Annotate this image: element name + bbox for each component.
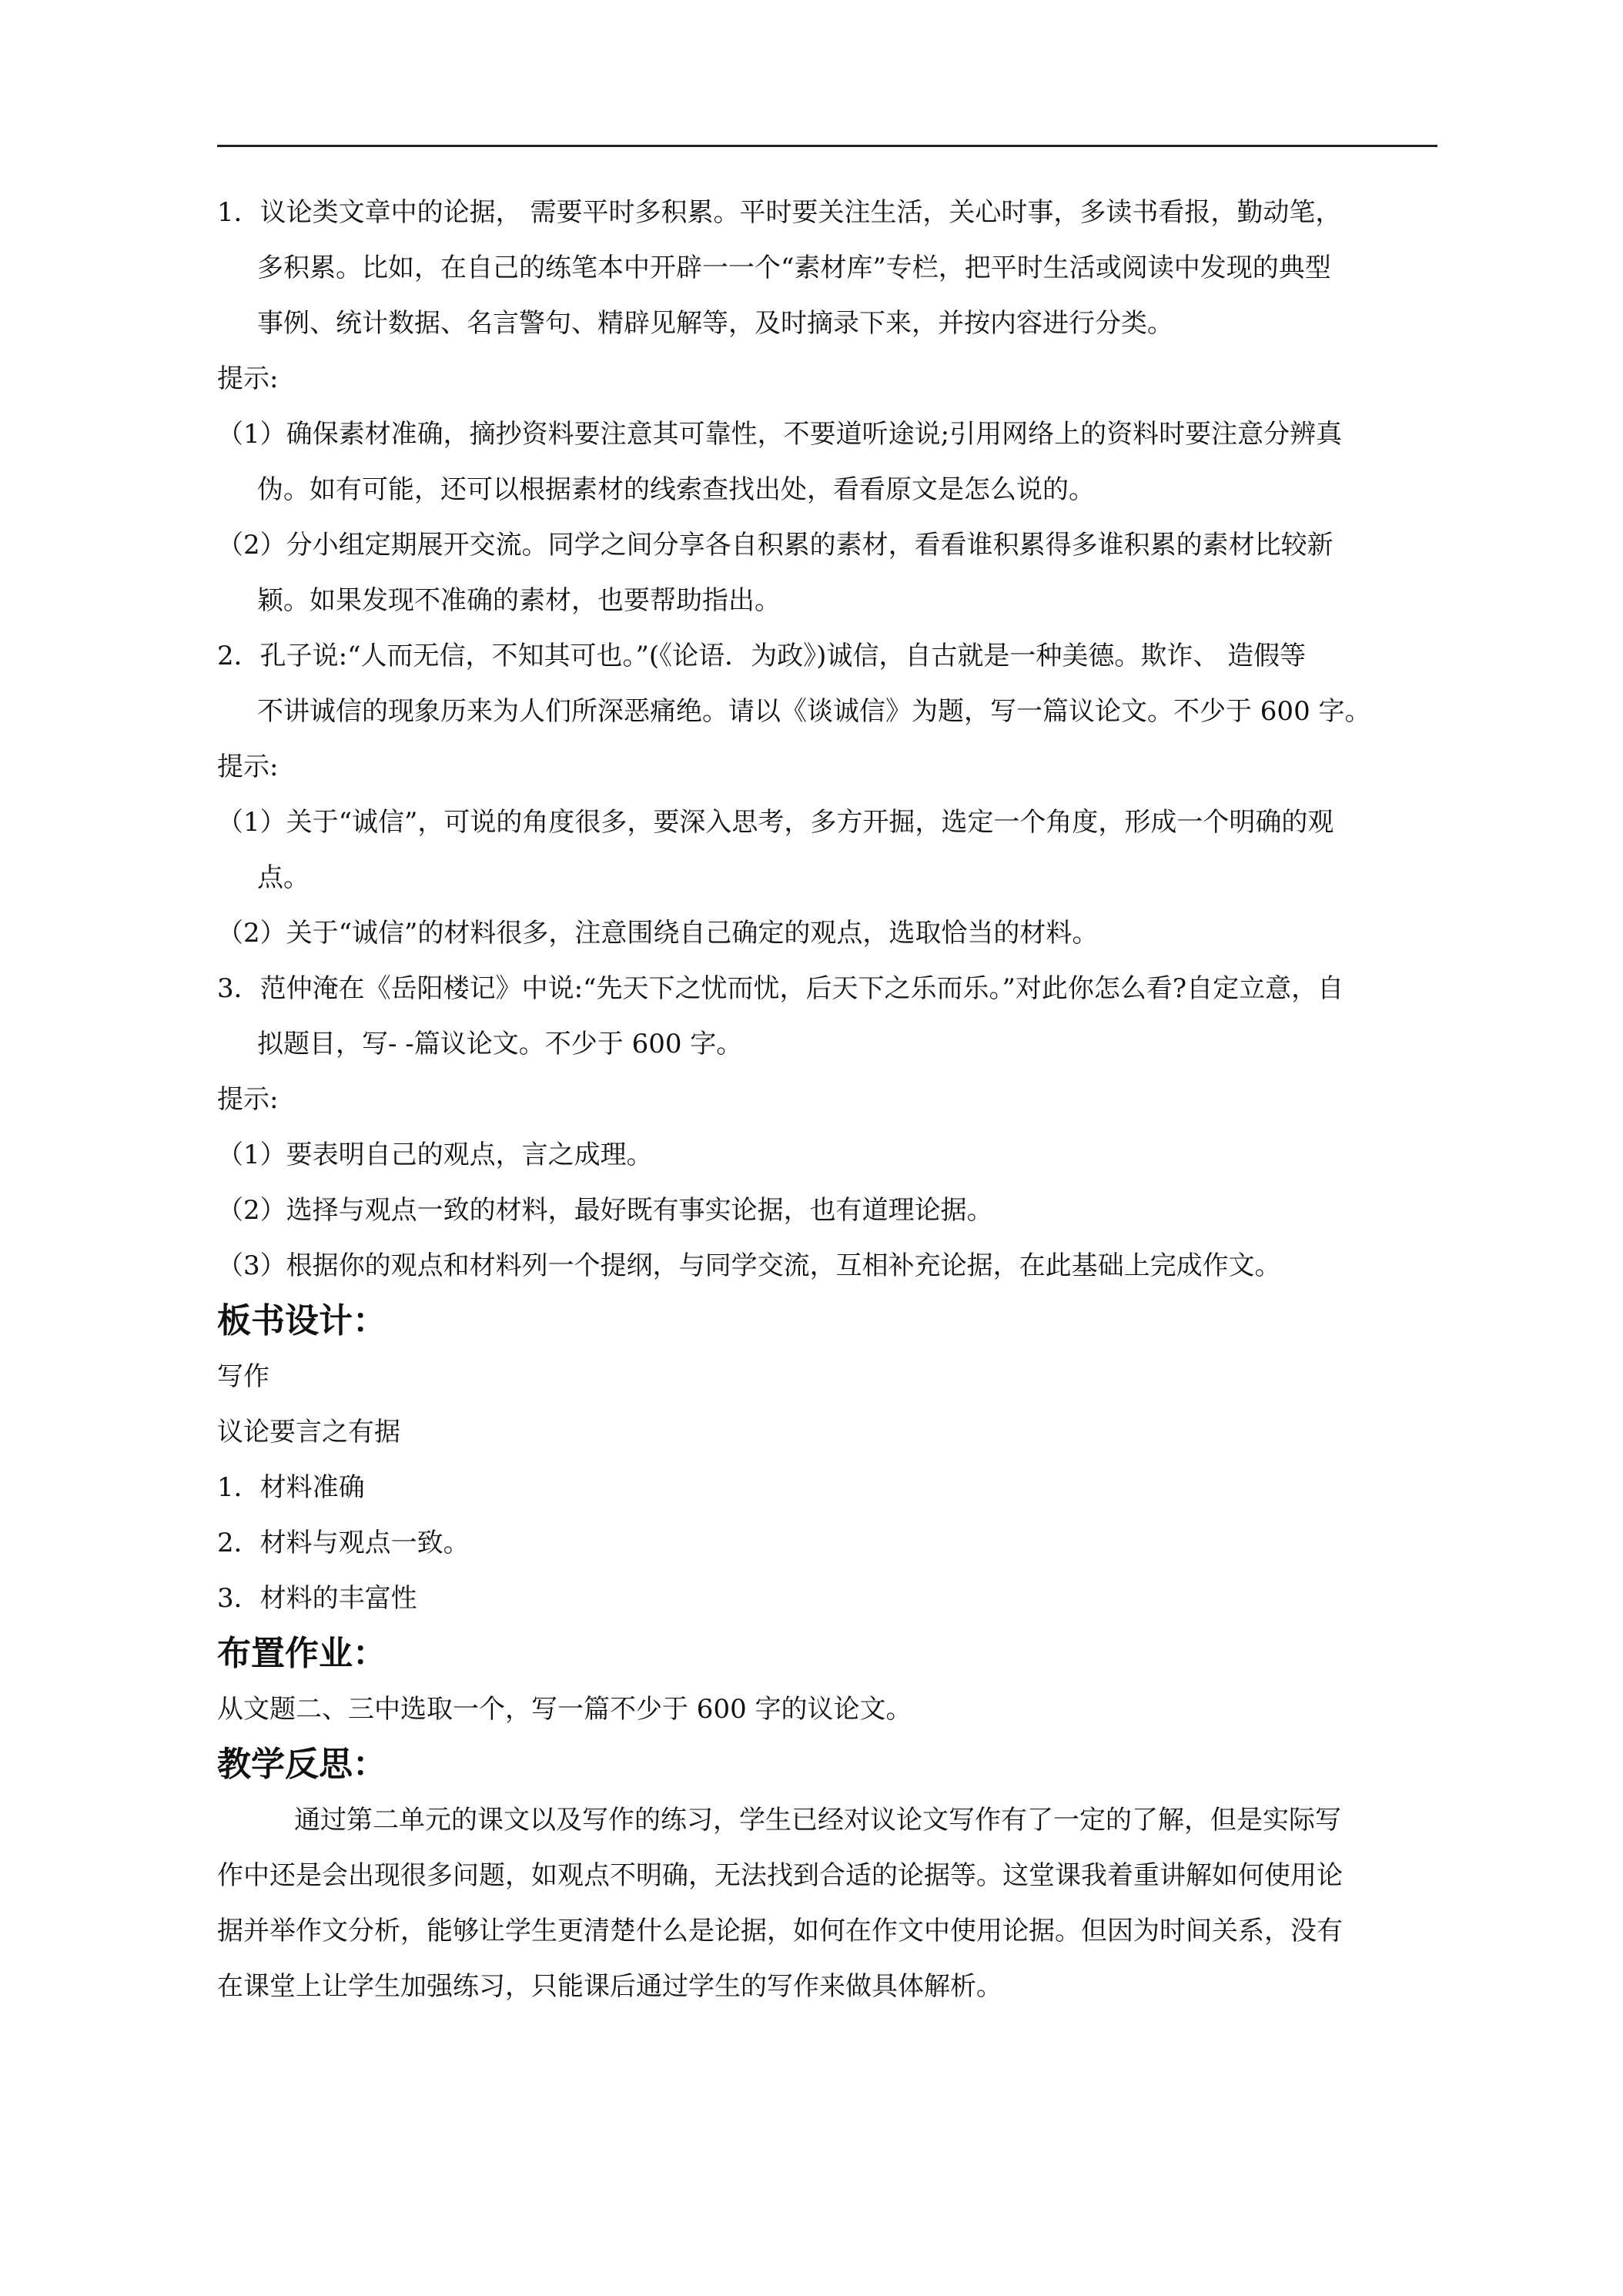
board-line-4: 2．材料与观点一致。 bbox=[217, 1528, 470, 1558]
hint-2-1-line-2: 点。 bbox=[257, 862, 310, 893]
reflection-line-2: 作中还是会出现很多问题，如观点不明确，无法找到合适的论据等。这堂课我着重讲解如何使用论 bbox=[217, 1860, 1343, 1891]
hint-label-2: 提示: bbox=[217, 751, 279, 782]
homework-heading: 布置作业： bbox=[217, 1634, 387, 1673]
exercise-item-3 bbox=[217, 961, 1437, 1072]
hint-2-1 bbox=[217, 795, 1437, 905]
item-1-line-1: 1．议论类文章中的论据， 需要平时多积累。平时要关注生活，关心时事，多读书看报，勤动笔， bbox=[217, 197, 1342, 228]
hint-2-2 bbox=[217, 905, 1437, 961]
homework-line-1: 从文题二、三中选取一个，写一篇不少于 600 字的议论文。 bbox=[217, 1694, 912, 1725]
reflection-line-1: 通过第二单元的课文以及写作的练习，学生已经对议论文写作有了一定的了解，但是实际写 bbox=[294, 1805, 1341, 1836]
hint-2-1-line-1: （1）关于“诚信”，可说的角度很多，要深入思考，多方开掘，选定一个角度，形成一个明确的观 bbox=[217, 807, 1334, 838]
board-line-5: 3．材料的丰富性 bbox=[217, 1583, 417, 1614]
hint-3-3 bbox=[217, 1238, 1437, 1294]
hint-1-2 bbox=[217, 517, 1437, 628]
board-line-2: 议论要言之有据 bbox=[217, 1417, 400, 1448]
hint-1-1-line-1: （1）确保素材准确，摘抄资料要注意其可靠性，不要道听途说;引用网络上的资料时要注意分辨真 bbox=[217, 419, 1343, 450]
hint-1-2-line-2: 颖。如果发现不准确的素材，也要帮助指出。 bbox=[257, 585, 781, 616]
board-line-1: 写作 bbox=[217, 1361, 269, 1392]
hint-3-1-line-1: （1）要表明自己的观点，言之成理。 bbox=[217, 1140, 653, 1170]
hint-3-3-line-1: （3）根据你的观点和材料列一个提纲，与同学交流，互相补充论据，在此基础上完成作文。 bbox=[217, 1250, 1281, 1281]
hint-3-1 bbox=[217, 1127, 1437, 1183]
reflection-line-4: 在课堂上让学生加强练习，只能课后通过学生的写作来做具体解析。 bbox=[217, 1971, 1002, 2002]
item-3-line-2: 拟题目，写- -篇议论文。不少于 600 字。 bbox=[257, 1029, 743, 1059]
item-3-line-1: 3．范仲淹在《岳阳楼记》中说:“先天下之忧而忧，后天下之乐而乐。”对此你怎么看?自定立意，自 bbox=[217, 973, 1344, 1004]
document-content bbox=[217, 185, 1437, 2014]
item-2-line-2: 不讲诚信的现象历来为人们所深恶痛绝。请以《谈诚信》为题，写一篇议论文。不少于 600 字。 bbox=[257, 696, 1371, 727]
hint-3-2-line-1: （2）选择与观点一致的材料，最好既有事实论据，也有道理论据。 bbox=[217, 1195, 993, 1226]
hint-label-3: 提示: bbox=[217, 1084, 279, 1115]
hint-label-1: 提示: bbox=[217, 363, 279, 394]
hint-1-2-line-1: （2）分小组定期展开交流。同学之间分享各自积累的素材，看看谁积累得多谁积累的素材比较新 bbox=[217, 530, 1334, 561]
board-design-heading: 板书设计： bbox=[217, 1301, 387, 1340]
reflection-line-3: 据并举作文分析，能够让学生更清楚什么是论据，如何在作文中使用论据。但因为时间关系，没有 bbox=[217, 1916, 1343, 1946]
exercise-item-2 bbox=[217, 628, 1437, 739]
item-1-line-3: 事例、统计数据、名言警句、精辟见解等，及时摘录下来，并按内容进行分类。 bbox=[257, 308, 1173, 339]
reflection-heading: 教学反思： bbox=[217, 1745, 387, 1784]
hint-3-2 bbox=[217, 1183, 1437, 1238]
header-rule bbox=[217, 145, 1437, 147]
hint-1-1 bbox=[217, 407, 1437, 517]
exercise-item-1 bbox=[217, 185, 1437, 351]
item-1-line-2: 多积累。比如，在自己的练笔本中开辟一一个“素材库”专栏，把平时生活或阅读中发现的典型 bbox=[257, 253, 1331, 283]
board-line-3: 1．材料准确 bbox=[217, 1472, 365, 1503]
item-2-line-1: 2．孔子说:“人而无信，不知其可也。”(《论语．为政》)诚信，自古就是一种美德。欺诈、 造假等 bbox=[217, 641, 1307, 671]
hint-2-2-line-1: （2）关于“诚信”的材料很多，注意围绕自己确定的观点，选取恰当的材料。 bbox=[217, 918, 1099, 949]
hint-1-1-line-2: 伪。如有可能，还可以根据素材的线索查找出处，看看原文是怎么说的。 bbox=[257, 474, 1095, 505]
